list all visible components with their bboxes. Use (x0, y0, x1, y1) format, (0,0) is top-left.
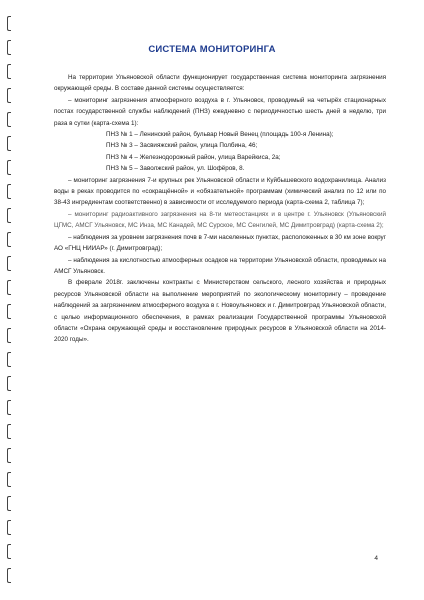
binding-ring (7, 184, 11, 199)
list-item: ПНЗ № 3 – Засвияжский район, улица Полбина, 46; (106, 142, 258, 150)
list-item: ПНЗ № 4 – Железнодорожный район, улица Варейкиса, 2а; (106, 153, 281, 161)
document-body (54, 72, 386, 346)
binding-ring (7, 544, 11, 559)
list-item: ПНЗ № 1 – Ленинский район, бульвар Новый Венец (площадь 100-я Ленина); (106, 131, 334, 139)
binding-ring (7, 160, 11, 175)
binding-ring (7, 16, 11, 31)
list-item: ПНЗ № 5 – Заволжский район, ул. Шофёров, 8. (106, 165, 245, 173)
binding-ring (7, 208, 11, 223)
binding-ring (7, 424, 11, 439)
binding-ring (7, 496, 11, 511)
binding-ring (7, 88, 11, 103)
binding-ring (7, 376, 11, 391)
binding-ring (7, 352, 11, 367)
binding-ring (7, 568, 11, 583)
binding-ring (7, 64, 11, 79)
binding-ring (7, 304, 11, 319)
list-item: – наблюдения за уровнем загрязнения почв в 7-ми населенных пунктах, расположенных в 30 км зоне вокруг АО «ГНЦ НИИАР» (г. Димитровград); (54, 233, 386, 253)
binding-ring (7, 472, 11, 487)
list-item: – мониторинг загрязнения 7-и крупных рек Ульяновской области и Куйбышевского водохранилища. Анализ воды в реках проводится по «сокращённой» и «обязательной» программам (химический анализ по 12 или по 38-43 ингредиентам соответственно) в зависимости от исследуемого периода (карта-схема 2, таблица 7); (54, 176, 386, 207)
binding-ring (7, 256, 11, 271)
binding-ring (7, 232, 11, 247)
intro-paragraph: На территории Ульяновской области функционирует государственная система мониторинга загрязнения окружающей среды. В составе данной системы осуществляется: (54, 74, 386, 93)
binding-ring (7, 280, 11, 295)
closing-paragraph: В феврале 2018г. заключены контракты с Министерством сельского, лесного хозяйства и природных ресурсов Ульяновской области на выполнение мероприятий по экологическому мониторингу – проведение наблюдений за загрязнением атмосферного воздуха в г. Новоульяновск и г. Димитровград Ульяновской области, с целью информационного обеспечения, в рамках реализации Государственной программы Ульяновской области «Охрана окружающей среды и восстановление природных ресурсов в Ульяновской области на 2014-2020 годы». (54, 279, 386, 344)
page-title: СИСТЕМА МОНИТОРИНГА (148, 44, 276, 55)
list-item: – мониторинг загрязнения атмосферного воздуха в г. Ульяновск, проводимый на четырёх стационарных постах государственной службы наблюдений (ПНЗ) ежедневно с периодичностью шесть дней в неделю, три раза в сутки (карта-схема 1): (54, 96, 386, 127)
spiral-binding (3, 0, 15, 600)
page-number: 4 (374, 555, 378, 562)
binding-ring (7, 112, 11, 127)
list-item: – наблюдения за кислотностью атмосферных осадков на территории Ульяновской области, проводимых на АМСГ Ульяновск. (54, 256, 386, 275)
binding-ring (7, 328, 11, 343)
list-item: – мониторинг радиоактивного загрязнения на 8-ти метеостанциях и в центре г. Ульяновск (Ульяновский ЦГМС, АМСГ Ульяновск, МС Инза, МС Канадей, МС Сурское, МС Сенгилей, МС Димитровград) (карта-схема 2); (54, 210, 386, 230)
binding-ring (7, 400, 11, 415)
binding-ring (7, 136, 11, 151)
binding-ring (7, 520, 11, 535)
binding-ring (7, 448, 11, 463)
